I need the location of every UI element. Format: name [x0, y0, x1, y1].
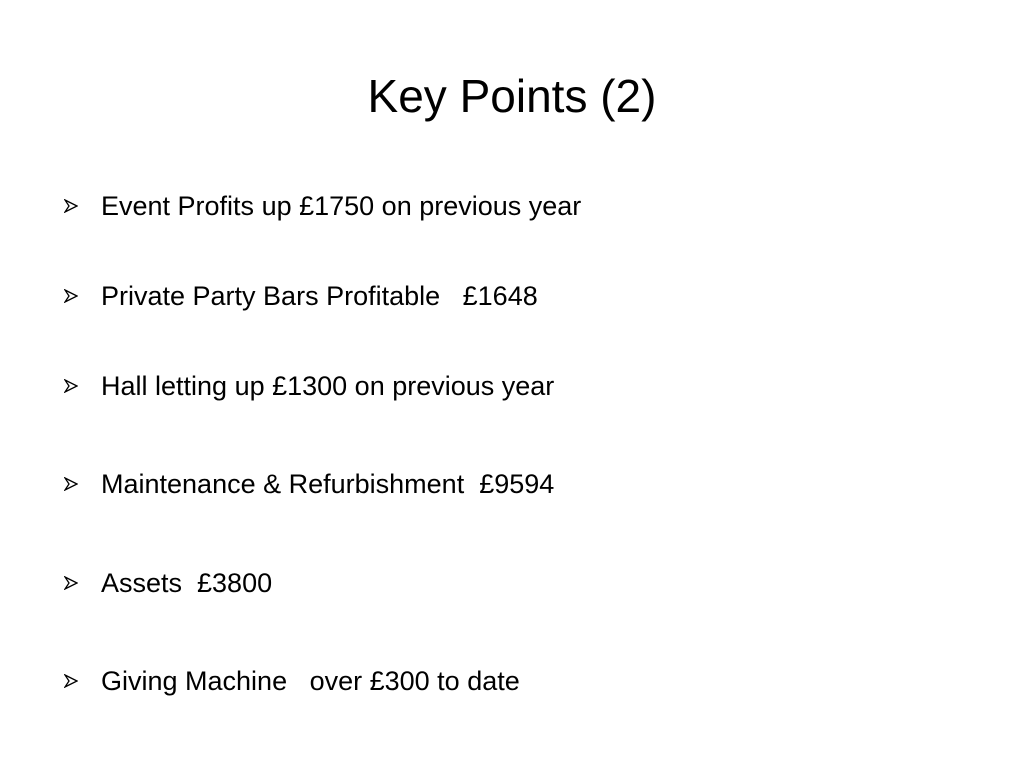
bullet-text: Hall letting up £1300 on previous year	[101, 371, 555, 401]
list-item	[64, 186, 581, 226]
bullet-text: Assets £3800	[101, 568, 273, 598]
bullet-text: Giving Machine over £300 to date	[101, 666, 520, 696]
arrowhead-bullet-icon	[64, 289, 101, 303]
arrowhead-bullet-icon	[64, 477, 101, 491]
list-item	[64, 464, 554, 504]
bullet-text: Event Profits up £1750 on previous year	[101, 191, 582, 221]
bullet-text: Private Party Bars Profitable £1648	[101, 281, 538, 311]
list-item	[64, 563, 272, 603]
arrowhead-bullet-icon	[64, 379, 101, 393]
arrowhead-bullet-icon	[64, 199, 101, 213]
list-item	[64, 276, 538, 316]
list-item	[64, 661, 520, 701]
arrowhead-bullet-icon	[64, 576, 101, 590]
slide-title: Key Points (2)	[367, 70, 657, 122]
list-item	[64, 366, 554, 406]
bullet-text: Maintenance & Refurbishment £9594	[101, 469, 555, 499]
arrowhead-bullet-icon	[64, 674, 101, 688]
